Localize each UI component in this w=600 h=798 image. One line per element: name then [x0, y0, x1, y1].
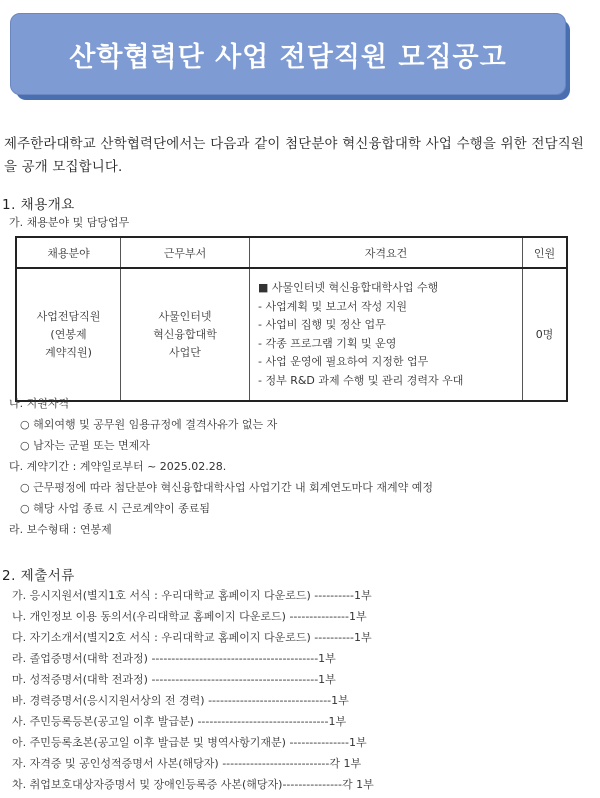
- cell-dept: 사물인터넷 혁신융합대학 사업단: [121, 268, 250, 401]
- qualification-item: ○ 해외여행 및 공무원 임용규정에 결격사유가 없는 자: [20, 418, 278, 431]
- cell-requirements: [250, 268, 523, 401]
- table-header-row: [16, 237, 567, 268]
- document-item: 자. 자격증 및 공인성적증명서 사본(해당자) ---------------------------각 1부: [12, 757, 362, 770]
- requirement-item: - 각종 프로그램 기획 및 운영: [258, 336, 397, 350]
- requirement-item: - 사업 운영에 필요하여 지정한 업무: [258, 355, 429, 368]
- header-field: 채용분야: [16, 237, 121, 268]
- qualification-item: ○ 남자는 군필 또는 면제자: [20, 439, 150, 452]
- intro-paragraph: 제주한라대학교 산학협력단에서는 다음과 같이 첨단분야 혁신융합대학 사업 수행을 위한 전담직원을 공개 모집합니다.: [4, 137, 584, 175]
- header-dept: 근무부서: [121, 237, 250, 268]
- subsection-ga: 가. 채용분야 및 담당업무: [9, 216, 130, 229]
- title-banner: [10, 13, 566, 95]
- requirement-heading: ■ 사물인터넷 혁신융합대학사업 수행: [258, 281, 439, 294]
- header-requirements: 자격요건: [250, 237, 523, 268]
- recruitment-table: [15, 236, 568, 402]
- requirement-item: - 사업비 집행 및 정산 업무: [258, 318, 386, 331]
- document-item: 바. 경력증명서(응시지원서상의 전 경력) -------------------------------1부: [12, 694, 349, 707]
- table-row: [16, 268, 567, 401]
- cell-field: 사업전담직원 (연봉제 계약직원): [16, 268, 121, 401]
- section1-heading: 1. 채용개요: [2, 197, 75, 213]
- document-item: 마. 성적증명서(대학 전과정) ------------------------------------------1부: [12, 673, 336, 686]
- subsection-na: 나. 지원자격: [9, 397, 70, 410]
- document-item: 차. 취업보호대상자증명서 및 장애인등록증 사본(해당자)---------------각 1부: [12, 778, 374, 791]
- section2-heading: 2. 제출서류: [2, 568, 75, 584]
- page-title: 산학협력단 사업 전담직원 모집공고: [69, 41, 507, 73]
- document-item: 아. 주민등록초본(공고일 이후 발급분 및 병역사항기재분) ---------------1부: [12, 736, 367, 749]
- requirement-item: - 사업계획 및 보고서 작성 지원: [258, 299, 407, 313]
- document-item: 다. 자기소개서(별지2호 서식 : 우리대학교 홈페이지 다운로드) ----------1부: [12, 631, 372, 644]
- subsection-ra: 라. 보수형태 : 연봉제: [9, 523, 112, 536]
- document-item: 사. 주민등록등본(공고일 이후 발급분) ---------------------------------1부: [12, 715, 347, 728]
- subsection-da: 다. 계약기간 : 계약일로부터 ~ 2025.02.28.: [9, 460, 227, 473]
- document-item: 나. 개인정보 이용 동의서(우리대학교 홈페이지 다운로드) ---------------1부: [12, 610, 367, 623]
- document-item: 가. 응시지원서(별지1호 서식 : 우리대학교 홈페이지 다운로드) ----------1부: [12, 589, 372, 602]
- cell-count: 0명: [523, 268, 568, 401]
- document-item: 라. 졸업증명서(대학 전과정) ------------------------------------------1부: [12, 652, 336, 665]
- requirement-item: - 정부 R&D 과제 수행 및 관리 경력자 우대: [258, 373, 464, 387]
- contract-item: ○ 근무평정에 따라 첨단분야 혁신융합대학사업 사업기간 내 회계연도마다 재계약 예정: [20, 481, 433, 494]
- header-count: 인원: [523, 237, 568, 268]
- contract-item: ○ 해당 사업 종료 시 근로계약이 종료됨: [20, 502, 210, 515]
